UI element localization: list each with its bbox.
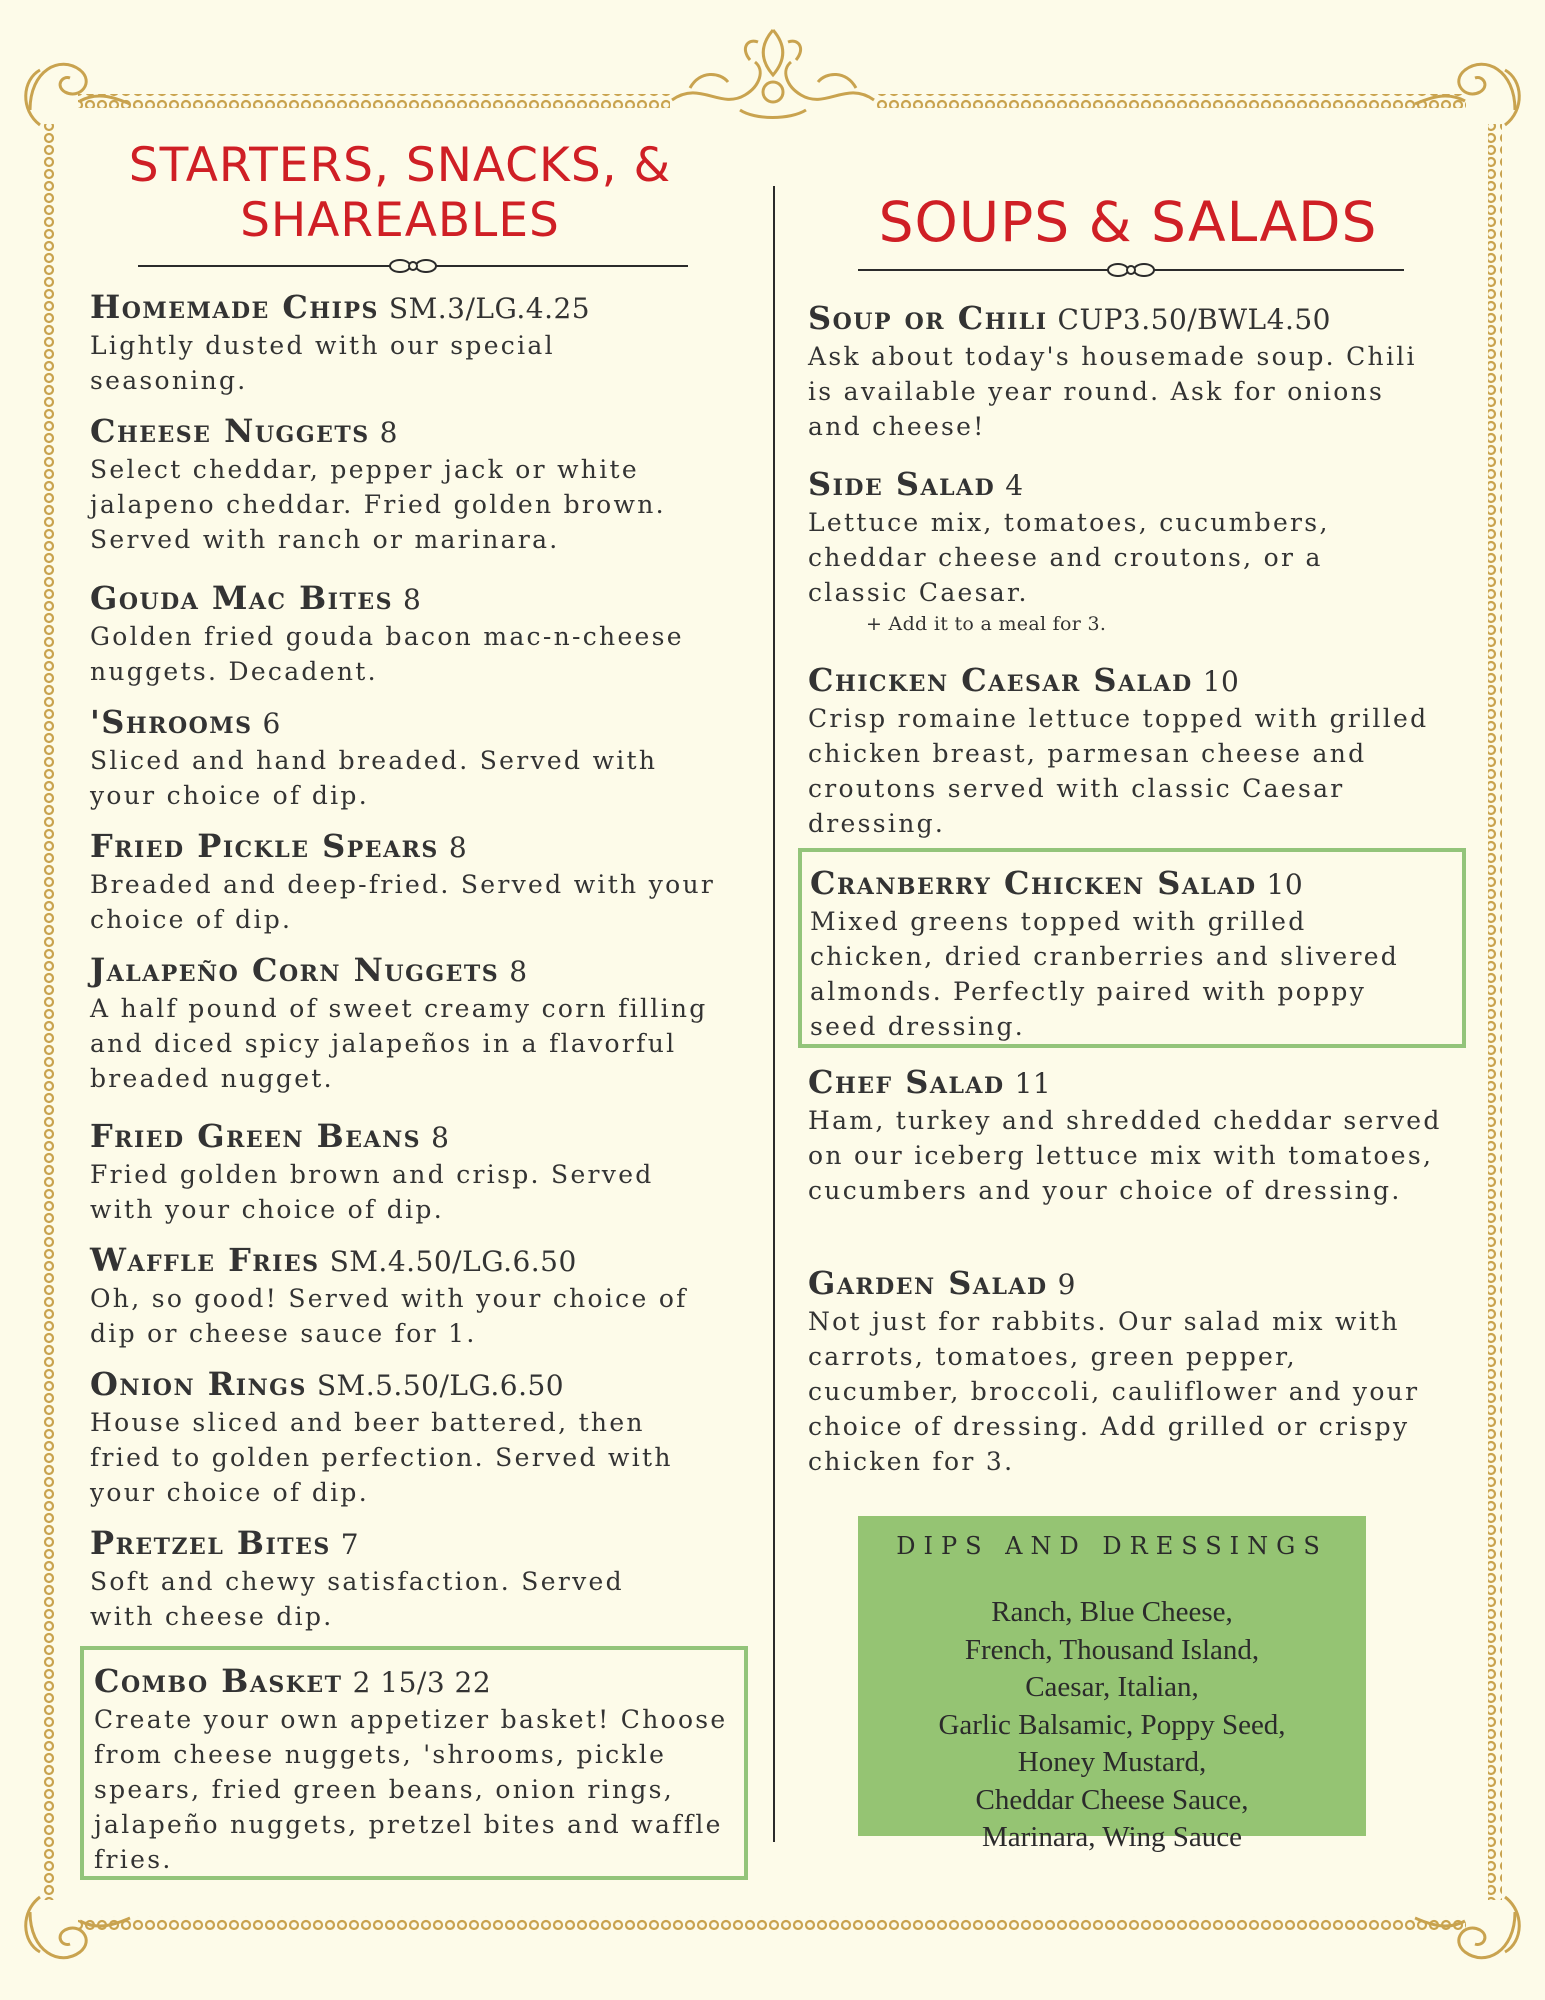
dips-and-dressings-box bbox=[858, 1516, 1366, 1853]
item-name: Homemade Chips bbox=[90, 288, 379, 326]
item-price: 8 bbox=[379, 416, 398, 449]
soups-title-divider bbox=[858, 260, 1404, 280]
item-price: SM.3/LG.4.25 bbox=[388, 292, 591, 325]
item-description: Golden fried gouda bacon mac-n-cheese nuggets. Decadent. bbox=[90, 622, 684, 686]
item-name: Fried Pickle Spears bbox=[90, 827, 439, 865]
dips-title: DIPS AND DRESSINGS bbox=[896, 1532, 1328, 1560]
starters-title-divider bbox=[138, 256, 688, 276]
item-name: Pretzel Bites bbox=[90, 1524, 331, 1562]
menu-item-waffle-fries bbox=[90, 1241, 720, 1351]
item-description: Select cheddar, pepper jack or white jalapeno cheddar. Fried golden brown. Served with ranch or marinara. bbox=[90, 455, 666, 554]
item-price: 9 bbox=[1057, 1268, 1076, 1301]
item-price: 10 bbox=[1202, 665, 1240, 698]
menu-item-cranberry-chicken-salad bbox=[798, 848, 1466, 1048]
item-price: 10 bbox=[1266, 868, 1304, 901]
dips-line: Cheddar Cheese Sauce, bbox=[975, 1783, 1249, 1816]
menu-item-soup-or-chili bbox=[808, 299, 1448, 444]
column-divider bbox=[773, 186, 775, 1842]
dips-line: Marinara, Wing Sauce bbox=[981, 1821, 1242, 1853]
item-name: Cranberry Chicken Salad bbox=[810, 864, 1257, 902]
item-price: CUP3.50/BWL4.50 bbox=[1057, 303, 1331, 336]
menu-item-jalapeno-corn-nuggets bbox=[90, 951, 720, 1096]
starters-title-line2: SHAREABLES bbox=[240, 192, 560, 248]
item-name: Onion Rings bbox=[90, 1365, 307, 1403]
menu-item-gouda-mac-bites bbox=[90, 579, 720, 689]
dips-line: Garlic Balsamic, Poppy Seed, bbox=[938, 1708, 1286, 1741]
item-description: Sliced and hand breaded. Served with your choice of dip. bbox=[90, 746, 658, 810]
item-name: Jalapeño Corn Nuggets bbox=[90, 951, 500, 989]
item-price: 11 bbox=[1014, 1067, 1052, 1100]
item-price: 4 bbox=[1005, 469, 1024, 502]
menu-item-chicken-caesar-salad bbox=[808, 661, 1448, 841]
menu-item-fried-pickle-spears bbox=[90, 827, 720, 937]
item-price: 8 bbox=[509, 955, 528, 988]
menu-item-pretzel-bites bbox=[90, 1524, 720, 1634]
starters-title-line1: STARTERS, SNACKS, & bbox=[128, 138, 672, 193]
menu-item-garden-salad bbox=[808, 1264, 1448, 1479]
item-description: Fried golden brown and crisp. Served with your choice of dip. bbox=[90, 1160, 654, 1224]
item-price: 8 bbox=[448, 831, 468, 864]
dips-line: Ranch, Blue Cheese, bbox=[991, 1596, 1233, 1628]
item-description: House sliced and beer battered, then fried to golden perfection. Served with your choice of dip. bbox=[90, 1408, 673, 1507]
item-name: Soup or Chili bbox=[808, 299, 1048, 337]
item-description: Ask about today's housemade soup. Chili is available year round. Ask for onions and cheese! bbox=[808, 342, 1417, 441]
dips-line: Caesar, Italian, bbox=[1025, 1671, 1199, 1703]
item-price: 6 bbox=[262, 707, 281, 740]
item-description: Oh, so good! Served with your choice of dip or cheese sauce for 1. bbox=[90, 1284, 688, 1348]
item-name: Combo Basket bbox=[94, 1662, 343, 1700]
dips-line: Honey Mustard, bbox=[1017, 1746, 1207, 1778]
soups-salads-title: SOUPS & SALADS bbox=[878, 190, 1378, 254]
item-price: 2 15/3 22 bbox=[352, 1666, 492, 1699]
item-price: 7 bbox=[340, 1528, 360, 1561]
menu-item-cheese-nuggets bbox=[90, 412, 720, 557]
item-description: Not just for rabbits. Our salad mix with carrots, tomatoes, green pepper, cucumber, broccoli, cauliflower and your choice of dressing. Add grilled or crispy chicken for 3. bbox=[808, 1307, 1420, 1476]
item-description: Crisp romaine lettuce topped with grilled chicken breast, parmesan cheese and croutons served with classic Caesar dressing. bbox=[808, 704, 1429, 838]
menu-item-shrooms bbox=[90, 703, 720, 813]
item-price: SM.5.50/LG.6.50 bbox=[316, 1369, 565, 1402]
menu-item-side-salad bbox=[808, 465, 1448, 638]
menu-item-combo-basket bbox=[80, 1646, 748, 1880]
item-name: Chef Salad bbox=[808, 1063, 1005, 1101]
item-description: Create your own appetizer basket! Choose from cheese nuggets, 'shrooms, pickle spears, fried green beans, onion rings, jalapeño nuggets, pretzel bites and waffle fries. bbox=[94, 1705, 728, 1874]
item-price: 8 bbox=[431, 1121, 450, 1154]
item-name: Side Salad bbox=[808, 465, 996, 503]
item-name: 'Shrooms bbox=[90, 703, 253, 741]
starters-section-title bbox=[100, 138, 700, 248]
item-description: Breaded and deep-fried. Served with your choice of dip. bbox=[90, 870, 716, 934]
menu-item-chef-salad bbox=[808, 1063, 1448, 1208]
item-name: Chicken Caesar Salad bbox=[808, 661, 1193, 699]
dips-line: French, Thousand Island, bbox=[964, 1633, 1260, 1666]
menu-item-fried-green-beans bbox=[90, 1117, 720, 1227]
item-description: Ham, turkey and shredded cheddar served on our iceberg lettuce mix with tomatoes, cucumbers and your choice of dressing. bbox=[808, 1106, 1442, 1205]
item-name: Waffle Fries bbox=[90, 1241, 320, 1279]
item-name: Gouda Mac Bites bbox=[90, 579, 393, 617]
item-name: Garden Salad bbox=[808, 1264, 1048, 1302]
item-description: Mixed greens topped with grilled chicken, dried cranberries and slivered almonds. Perfectly paired with poppy seed dressing. bbox=[810, 907, 1400, 1041]
menu-item-homemade-chips bbox=[90, 288, 720, 398]
item-description: A half pound of sweet creamy corn filling and diced spicy jalapeños in a flavorful breaded nugget. bbox=[90, 994, 708, 1093]
item-name: Cheese Nuggets bbox=[90, 412, 370, 450]
item-price: SM.4.50/LG.6.50 bbox=[329, 1245, 577, 1278]
item-addon-note: + Add it to a meal for 3. bbox=[866, 613, 1107, 635]
menu-item-onion-rings bbox=[90, 1365, 720, 1510]
item-description: Lightly dusted with our special seasoning. bbox=[90, 331, 555, 395]
dips-list bbox=[858, 1594, 1366, 1857]
item-name: Fried Green Beans bbox=[90, 1117, 422, 1155]
item-price: 8 bbox=[402, 583, 422, 616]
item-description: Soft and chewy satisfaction. Served with cheese dip. bbox=[90, 1567, 624, 1631]
item-description: Lettuce mix, tomatoes, cucumbers, cheddar cheese and croutons, or a classic Caesar. bbox=[808, 508, 1330, 607]
